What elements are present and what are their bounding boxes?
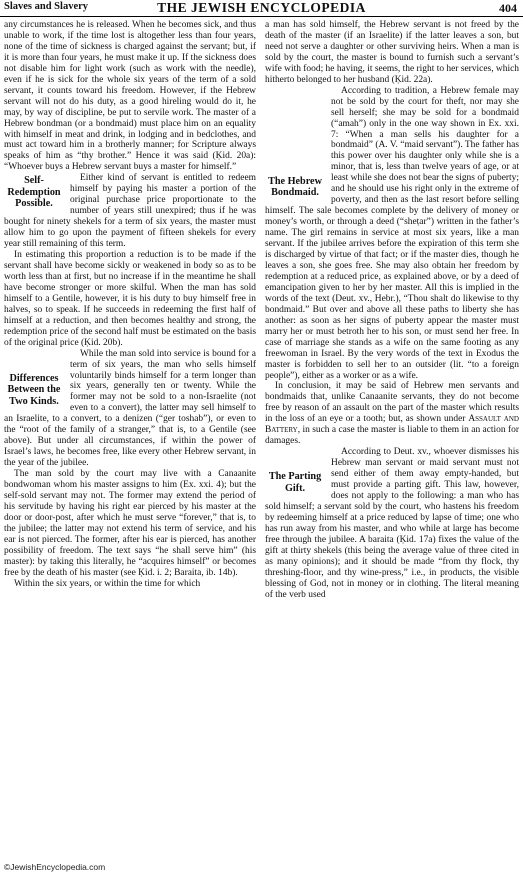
running-title: Slaves and Slavery — [4, 1, 89, 12]
paragraph: any circumstances he is released. When he becomes sick, and thus unable to work, if the time lost is altogether less than four years, none of the time of sickness is charged against the servant; but, if it is more than four years, he must make it up. If the sickness does not disable him for light work (such as work with the needle), even if he is sick for the whole six years of the term of a sold servant, it counts toward his freedom. However, if the Hebrew servant will not do his duty, as a good hireling would do it, he may, by way of discipline, be put to servile work. The master of a Hebrew bondman (or a bondmaid) must place him on an equality with himself in meat and drink, in lodging and in bedclothes, and must act toward him in a brotherly manner; for Scripture always speaks of him as “thy brother.” Hence it was said (Ḳid. 20a): “Whoever buys a Hebrew servant buys a master for himself.” — [4, 20, 256, 173]
paragraph-text: According to tradition, a Hebrew female may not be sold by the court for theft, nor may she sell herself; she may be sold for a bondmaid (“amah”) only in the one way shown in Ex. xxi. 7: “When a man sells his daughter for a bondmaid” (A. V. “maid servant”). The father has this power over his daughter only while she is a minor, that is, less than twelve years of age, or at least while she does not bear the signs of puberty; and he should use his right only in the extreme of poverty, and then as the last resort before selling himself. The sale becomes complete by the delivery of money or money’s worth, or through a deed (“sheṭar”) written in the father’s name. The girl remains in service at most six years, like a man servant. If the jubilee arrives before the expiration of this term she is discharged by virtue of that fact; or if the master dies, though he leaves a son, she goes free. She may also obtain her freedom by redemption at a reduced price, as explained above, or by a deed of emancipation given to her by her master. All this is implied in the words of the text (Deut. xv., Hebr.), “Thou shalt do likewise to thy bondmaid.” But over and above all these paths to liberty she has another: as soon as her signs of puberty appear the master must marry her or must betroth her to his son, or must send her free. In case of marriage she stands as a wife on the same footing as any freewoman in Israel. By the very words of the text in Exodus the master is forbidden to sell her to an outsider (lit. “to a foreign people”), either as a worker or as a wife. — [265, 85, 519, 381]
paragraph-text: While the man sold into service is bound for a term of six years, the man who sells himself voluntarily binds himself for a term longer than six years, generally ten or twenty. While the former may not be sold to a non-Israelite (not even to a convert), the latter may sell himself to an Israelite, to a convert, to a denizen (“ger toshab”), or even to the “root of the family of a stranger,” that is, to a Gentile (see above). But under all circumstances, if within the power of Israel’s laws, he becomes free, like every other Hebrew servant, in the year of the jubilee. — [4, 348, 256, 469]
paragraph-parting-gift — [265, 447, 519, 600]
cross-reference-link[interactable]: Assault and Battery — [265, 414, 519, 436]
sidenote-differences: Differences Between the Two Kinds. — [7, 372, 61, 407]
copyright-footer: ©JewishEncyclopedia.com — [4, 862, 106, 872]
paragraph-differences — [4, 349, 256, 469]
paragraph-text: In conclusion, it may be said of Hebrew men servants and bondmaids that, unlike Canaanite servants, they do not become free by reason of an assault on the part of the master which results in the loss of an eye or a tooth; but, as shown under — [265, 381, 519, 425]
paragraph: Within the six years, or within the time for which — [14, 578, 201, 589]
paragraph-bondmaid — [265, 86, 519, 382]
paragraph-conclusion — [265, 381, 519, 447]
paragraph-text: , in such a case the master is liable to them in an action for damages. — [265, 425, 519, 447]
paragraph: The man sold by the court may live with a Canaanite bondwoman whom his master assigns to him (Ex. xxi. 4); but the self-sold servant may not. The former may extend the period of his servitude by having his right ear pierced by his master at the door or door-post, after which he must serve “forever,” that is, to the jubilee; the latter may not extend his term of service, and his ear is not pierced. The former, after his ear is pierced, has another possibility of freedom. The text says “he shall serve him” (his master): by taking this literally, he “acquires himself” or becomes free by the death of his master (see Ḳid. i. 2; Baraita, ib. 14b). — [4, 469, 256, 578]
sidenote-parting-gift: The Parting Gift. — [268, 471, 322, 494]
page-number: 404 — [499, 1, 517, 15]
paragraph-text: Either kind of servant is entitled to redeem himself by paying his master a portion of the original purchase price proportionate to the number of years still unexpired; thus if he was bought for ninety shekels for a term of six years, the master must allow him to go upon the payment of fifteen shekels for every year still remaining of this term. — [4, 173, 256, 250]
sidenote-self-redemption: Self-Redemption Possible. — [7, 175, 61, 210]
paragraph-self-redemption — [4, 173, 256, 250]
encyclopedia-title: THE JEWISH ENCYCLOPEDIA — [157, 0, 366, 15]
paragraph-text: According to Deut. xv., whoever dismisses his Hebrew man servant or maid servant must not send either of them away empty-handed, but must provide a parting gift. This law, however, does not apply to the following: a man who has sold himself; a servant sold by the court, who hastens his freedom by redeeming himself at a price reduced by lapse of time; one who has run away from his master, and who while at large has become free through the jubilee. A baraita (Ḳid. 17a) fixes the value of the gift at thirty shekels (this being the average value of three cited in as many opinions); and it should be made “from thy flock, thy threshing-floor, and thy wine-press,” i.e., in products, the visible blessing of God, not in money or in clothing. The literal meaning of the verb used — [265, 447, 519, 600]
left-column — [4, 20, 256, 860]
page-header — [0, 0, 523, 17]
right-column — [265, 20, 519, 860]
paragraph: In estimating this proportion a reduction is to be made if the servant shall have become sickly or weakened in body so as to be worth less than at first, but no increase if in the meantime he shall have become stronger or more skilful. When the man has sold himself to a Gentile, however, it is his duty to buy himself free in halves, so to speak. If he succeeds in redeeming the first half of himself at a reduction, and then becomes healthy and strong, the redemption price of the second half must be estimated on the basis of the original price (Ḳid. 20b). — [4, 250, 256, 348]
sidenote-hebrew-bondmaid: The Hebrew Bondmaid. — [268, 175, 322, 199]
paragraph: a man has sold himself, the Hebrew servant is not freed by the death of the master (if an Israelite) if the latter leaves a son, but need not serve a daughter or other surviving heirs. When a man is sold by the court, the master is bound to furnish such a servant’s wife with food; he having, it seems, the right to her services, which hitherto belonged to her husband (Ḳid. 22a). — [265, 20, 519, 85]
